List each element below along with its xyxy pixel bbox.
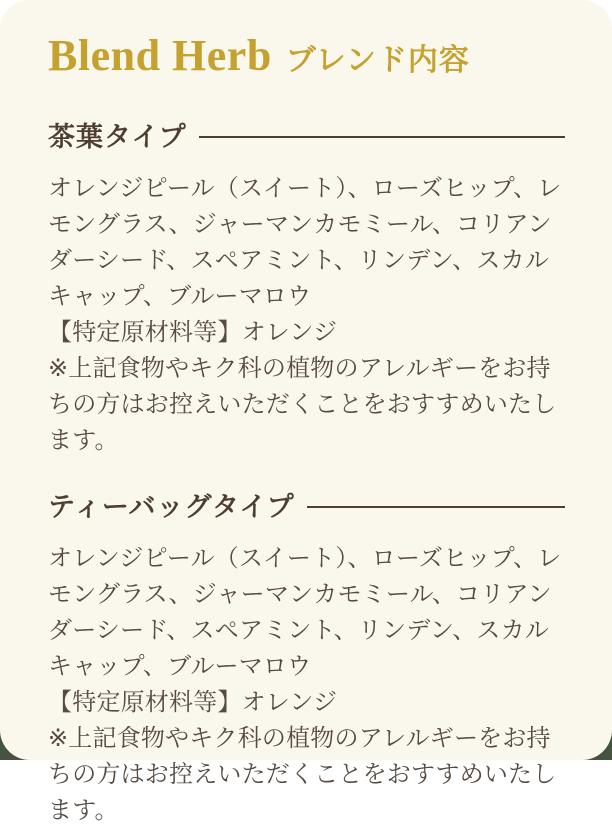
allergen-text: 【特定原材料等】オレンジ — [48, 319, 338, 346]
section-body — [48, 171, 565, 459]
allergy-note-text: ※上記食物やキク科の植物のアレルギーをお持ちの方はお控えいただくことをおすすめいたします。 — [48, 355, 557, 454]
section-teabag-type — [48, 489, 565, 829]
title-japanese: ブレンド内容 — [285, 44, 470, 77]
page-title — [48, 32, 565, 85]
section-tea-leaf-type — [48, 119, 565, 459]
section-heading — [48, 489, 565, 525]
section-heading — [48, 119, 565, 155]
section-heading-label: 茶葉タイプ — [48, 122, 187, 152]
section-heading-label: ティーバッグタイプ — [48, 492, 295, 522]
ingredients-text: オレンジピール（スイート）、ローズヒップ、レモングラス、ジャーマンカモミール、コリアンダーシード、スペアミント、リンデン、スカルキャップ、ブルーマロウ — [48, 545, 562, 680]
title-english: Blend Herb — [48, 31, 272, 80]
heading-rule — [307, 506, 565, 508]
allergy-note-text: ※上記食物やキク科の植物のアレルギーをお持ちの方はお控えいただくことをおすすめいたします。 — [48, 725, 557, 824]
heading-rule — [199, 136, 565, 138]
ingredients-text: オレンジピール（スイート）、ローズヒップ、レモングラス、ジャーマンカモミール、コリアンダーシード、スペアミント、リンデン、スカルキャップ、ブルーマロウ — [48, 175, 562, 310]
section-body — [48, 541, 565, 829]
allergen-text: 【特定原材料等】オレンジ — [48, 689, 338, 716]
